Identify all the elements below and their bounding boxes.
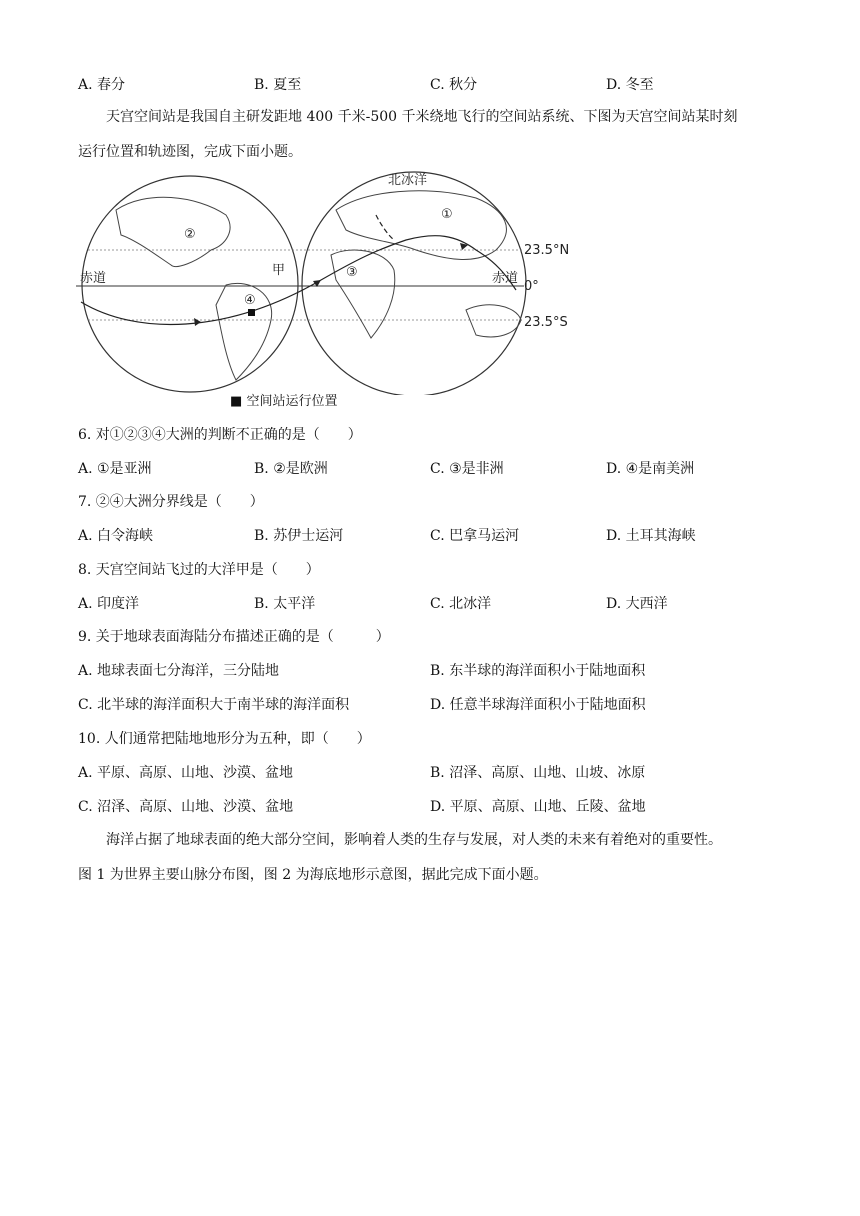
q6-stem: 6. 对①②③④大洲的判断不正确的是（ ） xyxy=(78,427,362,443)
q8-option-d: D. 大西洋 xyxy=(606,596,668,612)
label-equator-left: 赤道 xyxy=(80,271,107,286)
q10-option-b: B. 沼泽、高原、山地、山坡、冰原 xyxy=(430,765,646,781)
intro1-line2: 运行位置和轨迹图，完成下面小题。 xyxy=(78,144,302,160)
label-lat-23-5-n: 23.5°N xyxy=(524,243,570,258)
q9-option-d: D. 任意半球海洋面积小于陆地面积 xyxy=(430,697,646,713)
q8-stem: 8. 天宫空间站飞过的大洋甲是（ ） xyxy=(78,562,320,578)
q8-option-a: A. 印度洋 xyxy=(78,596,140,612)
q10-stem: 10. 人们通常把陆地地形分为五种，即（ ） xyxy=(78,731,371,747)
q6-option-a: A. ①是亚洲 xyxy=(78,461,152,477)
station-position-marker xyxy=(248,309,255,316)
q7-stem: 7. ②④大洲分界线是（ ） xyxy=(78,494,264,510)
q7-option-c: C. 巴拿马运河 xyxy=(430,528,520,544)
q8-option-c: C. 北冰洋 xyxy=(430,596,492,612)
q8-option-b: B. 太平洋 xyxy=(254,596,316,612)
q10-option-d: D. 平原、高原、山地、丘陵、盆地 xyxy=(430,799,646,815)
q9-option-a: A. 地球表面七分海洋，三分陆地 xyxy=(78,663,280,679)
label-lat-0: 0° xyxy=(524,279,539,294)
intro2-line2: 图 1 为世界主要山脉分布图，图 2 为海底地形示意图，据此完成下面小题。 xyxy=(78,867,548,883)
label-continent-2: ② xyxy=(184,227,196,242)
intro2-line1: 海洋占据了地球表面的绝大部分空间，影响着人类的生存与发展，对人类的未来有着绝对的重要性。 xyxy=(106,832,722,848)
legend-label: 空间站运行位置 xyxy=(246,394,338,409)
orbit-trajectory-dashed xyxy=(376,215,394,240)
eurasia-outline xyxy=(336,191,506,260)
label-continent-4: ④ xyxy=(244,293,256,308)
label-lat-23-5-s: 23.5°S xyxy=(524,315,568,330)
q9-option-b: B. 东半球的海洋面积小于陆地面积 xyxy=(430,663,646,679)
q5-option-c: C. 秋分 xyxy=(430,77,478,93)
q6-option-d: D. ④是南美洲 xyxy=(606,461,695,477)
label-continent-3: ③ xyxy=(346,265,358,280)
q6-option-c: C. ③是非洲 xyxy=(430,461,504,477)
q7-option-d: D. 土耳其海峡 xyxy=(606,528,696,544)
q7-option-b: B. 苏伊士运河 xyxy=(254,528,344,544)
north-america-outline xyxy=(116,197,230,266)
q7-option-a: A. 白令海峡 xyxy=(78,528,154,544)
label-equator-right: 赤道 xyxy=(492,271,519,286)
orbit-arrow-1 xyxy=(194,318,201,326)
label-ocean-jia: 甲 xyxy=(272,263,286,278)
q9-stem: 9. 关于地球表面海陆分布描述正确的是（ ） xyxy=(78,629,390,645)
q6-option-b: B. ②是欧洲 xyxy=(254,461,328,477)
australia-outline xyxy=(466,305,521,337)
western-hemisphere xyxy=(82,176,298,392)
legend-square-icon: ■ xyxy=(230,394,243,409)
q5-option-d: D. 冬至 xyxy=(606,77,654,93)
q9-option-c: C. 北半球的海洋面积大于南半球的海洋面积 xyxy=(78,697,350,713)
intro1-line1: 天宫空间站是我国自主研发距地 400 千米-500 千米绕地飞行的空间站系统、下图为天宫空间站某时刻 xyxy=(106,109,738,125)
q5-option-b: B. 夏至 xyxy=(254,77,302,93)
map-legend xyxy=(230,390,337,409)
hemisphere-map xyxy=(76,170,576,410)
africa-outline xyxy=(331,250,395,338)
q10-option-c: C. 沼泽、高原、山地、沙漠、盆地 xyxy=(78,799,294,815)
label-arctic-ocean: 北冰洋 xyxy=(388,173,428,188)
label-continent-1: ① xyxy=(441,207,453,222)
q5-option-a: A. 春分 xyxy=(78,77,126,93)
q10-option-a: A. 平原、高原、山地、沙漠、盆地 xyxy=(78,765,294,781)
